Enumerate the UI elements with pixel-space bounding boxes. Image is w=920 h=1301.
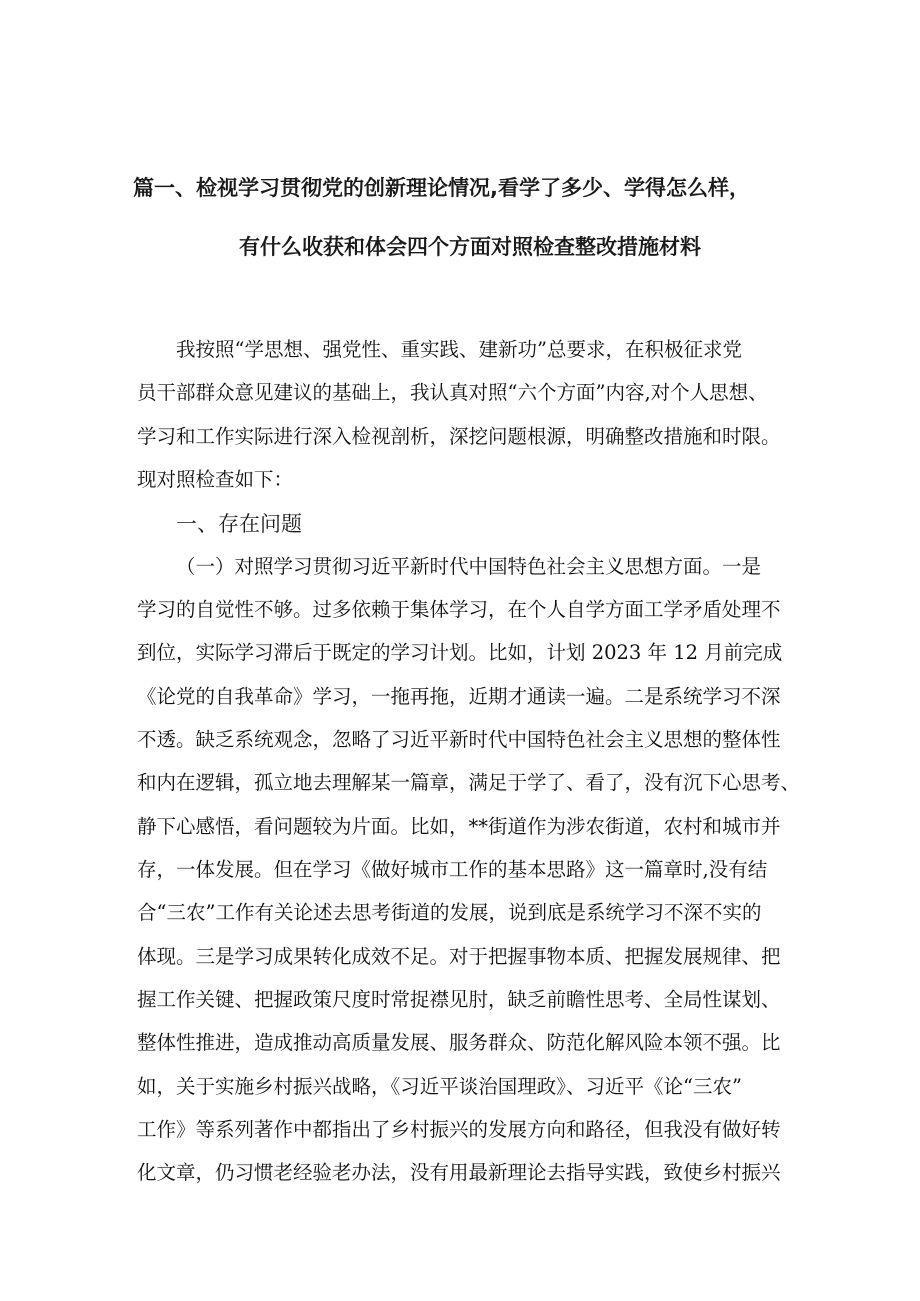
intro-paragraph-line: 我按照“学思想、强党性、重实践、建新功”总要求，在积极征求党 — [176, 338, 742, 361]
section-paragraph-line: 到位，实际学习滞后于既定的学习计划。比如，计划 2023 年 12 月前完成 — [137, 641, 783, 664]
section-paragraph-line: 学习的自觉性不够。过多依赖于集体学习，在个人自学方面工学矛盾处理不 — [137, 598, 781, 621]
section-paragraph-line: 静下心感悟，看问题较为片面。比如，**街道作为涉农街道，农村和城市并 — [137, 815, 781, 838]
section-heading: 一、存在问题 — [176, 512, 302, 536]
intro-paragraph-line: 员干部群众意见建议的基础上，我认真对照“六个方面”内容,对个人思想、 — [137, 381, 768, 404]
section-paragraph-line: 体现。三是学习成果转化成效不足。对于把握事物本质、把握发展规律、把 — [137, 945, 781, 968]
intro-paragraph-line: 学习和工作实际进行深入检视剖析，深挖问题根源，明确整改措施和时限。 — [137, 425, 781, 448]
section-paragraph-line: 工作》等系列著作中都指出了乡村振兴的发展方向和路径，但我没有做好转 — [137, 1118, 781, 1141]
section-paragraph-line: 《论党的自我革命》学习，一拖再拖，近期才通读一遍。二是系统学习不深 — [137, 685, 781, 708]
intro-paragraph-line: 现对照检查如下： — [137, 468, 294, 491]
document-title-line-2: 有什么收获和体会四个方面对照检查整改措施材料 — [239, 235, 701, 259]
section-paragraph-line: 存，一体发展。但在学习《做好城市工作的基本思路》这一篇章时,没有结 — [137, 858, 768, 881]
document-title-line-1: 篇一、检视学习贯彻党的创新理论情况,看学了多少、学得怎么样， — [133, 176, 750, 200]
section-paragraph-line: 合“三农”工作有关论述去思考街道的发展，说到底是系统学习不深不实的 — [137, 901, 762, 924]
section-paragraph-line: 不透。缺乏系统观念，忽略了习近平新时代中国特色社会主义思想的整体性 — [137, 728, 781, 751]
section-paragraph-line: 如，关于实施乡村振兴战略，《习近平谈治国理政》、习近平《论“三农” — [137, 1075, 742, 1098]
section-paragraph-line: 化文章，仍习惯老经验老办法，没有用最新理论去指导实践，致使乡村振兴 — [137, 1161, 781, 1184]
section-paragraph-line: 和内在逻辑，孤立地去理解某一篇章，满足于学了、看了，没有沉下心思考、 — [137, 771, 801, 794]
section-paragraph-line: 握工作关键、把握政策尺度时常捉襟见肘，缺乏前瞻性思考、全局性谋划、 — [137, 988, 781, 1011]
section-paragraph-line: 整体性推进，造成推动高质量发展、服务群众、防范化解风险本领不强。比 — [137, 1031, 781, 1054]
section-paragraph-line: （一）对照学习贯彻习近平新时代中国特色社会主义思想方面。一是 — [176, 555, 762, 578]
